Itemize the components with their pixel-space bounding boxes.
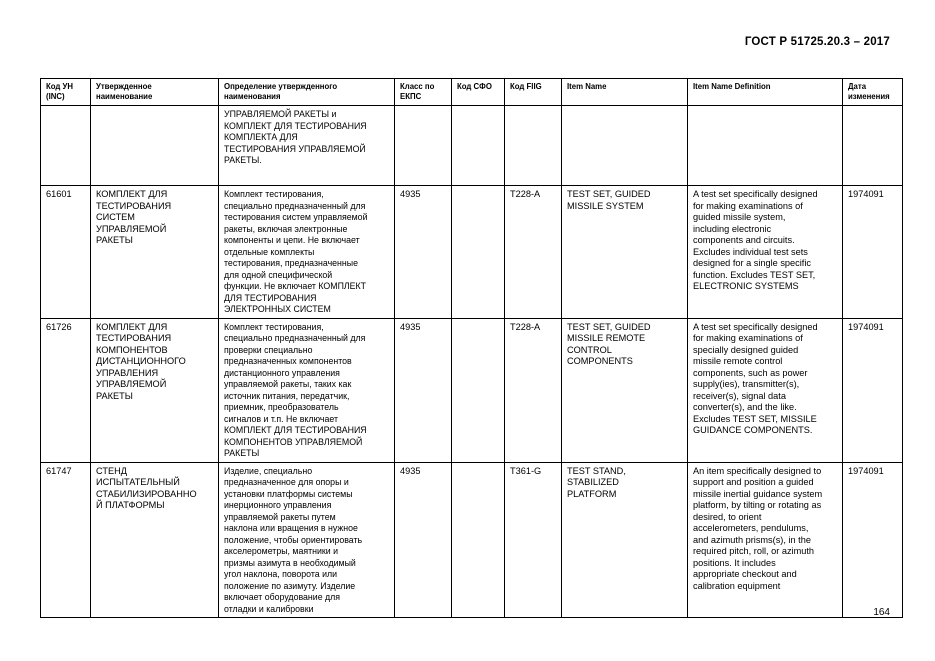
- cell-item-name: TEST STAND, STABILIZED PLATFORM: [562, 462, 688, 618]
- cell-approved-name: КОМПЛЕКТ ДЛЯ ТЕСТИРОВАНИЯ КОМПОНЕНТОВ ДИСТАНЦИОННОГО УПРАВЛЕНИЯ УПРАВЛЯЕМОЙ РАКЕТЫ: [91, 318, 219, 462]
- cell-item-definition: A test set specifically designed for making examinations of guided missile system, including electronic components and circuits. Excludes individual test sets designed for a single specific function. Excludes TEST SET, ELECTRONIC SYSTEMS: [688, 186, 843, 319]
- cell-change-date: 1974091: [843, 186, 903, 319]
- table-row: [41, 186, 903, 319]
- cell-change-date: 1974091: [843, 462, 903, 618]
- col-header-approved-name: Утвержденное наименование: [91, 79, 219, 106]
- cell-inc: 61726: [41, 318, 91, 462]
- cell-fiig-code: T228-A: [505, 186, 562, 319]
- col-header-fiig-code: Код FIIG: [505, 79, 562, 106]
- col-header-item-name: Item Name: [562, 79, 688, 106]
- col-header-inc: Код УН (INC): [41, 79, 91, 106]
- cell-sfo-code: [452, 106, 505, 186]
- page-number: 164: [873, 607, 890, 618]
- cell-item-name: TEST SET, GUIDED MISSILE REMOTE CONTROL COMPONENTS: [562, 318, 688, 462]
- table-row: [41, 318, 903, 462]
- col-header-change-date: Дата изменения: [843, 79, 903, 106]
- cell-approved-name: [91, 106, 219, 186]
- cell-inc: 61747: [41, 462, 91, 618]
- cell-fiig-code: [505, 106, 562, 186]
- cell-definition-ru: Изделие, специально предназначенное для опоры и установки платформы системы инерционного управления управляемой ракеты путем наклона или вращения в нужное положение, чтобы ориентировать акселерометры, маятники и призмы азимута в необходимый угол наклона, поворота или положение по азимуту. Изделие включает оборудование для отладки и калибровки: [219, 462, 395, 618]
- cell-change-date: [843, 106, 903, 186]
- table-row: [41, 462, 903, 618]
- cell-fiig-code: T228-A: [505, 318, 562, 462]
- table-row: [41, 106, 903, 186]
- cell-definition-ru: УПРАВЛЯЕМОЙ РАКЕТЫ и КОМПЛЕКТ ДЛЯ ТЕСТИРОВАНИЯ КОМПЛЕКТА ДЛЯ ТЕСТИРОВАНИЯ УПРАВЛЯЕМОЙ РАКЕТЫ.: [219, 106, 395, 186]
- cell-item-name: [562, 106, 688, 186]
- cell-item-definition: [688, 106, 843, 186]
- cell-inc: 61601: [41, 186, 91, 319]
- cell-sfo-code: [452, 462, 505, 618]
- cell-item-name: TEST SET, GUIDED MISSILE SYSTEM: [562, 186, 688, 319]
- col-header-ekps-class: Класс по ЕКПС: [395, 79, 452, 106]
- cell-inc: [41, 106, 91, 186]
- cell-item-definition: A test set specifically designed for making examinations of specially designed guided missile remote control components, such as power supply(ies), transmitter(s), receiver(s), signal data converter(s), and the like. Excludes TEST SET, MISSILE GUIDANCE COMPONENTS.: [688, 318, 843, 462]
- table-header-row: [41, 79, 903, 106]
- cell-fiig-code: T361-G: [505, 462, 562, 618]
- cell-ekps-class: [395, 106, 452, 186]
- document-code: ГОСТ Р 51725.20.3 – 2017: [744, 36, 890, 48]
- cell-definition-ru: Комплект тестирования, специально предназначенный для проверки специально предназначенных компонентов дистанционного управления управляемой ракеты, таких как источник питания, передатчик, приемник, преобразователь сигналов и т.п. Не включает КОМПЛЕКТ ДЛЯ ТЕСТИРОВАНИЯ КОМПОНЕНТОВ УПРАВЛЯЕМОЙ РАКЕТЫ: [219, 318, 395, 462]
- col-header-sfo-code: Код СФО: [452, 79, 505, 106]
- item-names-table: [40, 78, 903, 618]
- cell-change-date: 1974091: [843, 318, 903, 462]
- col-header-item-name-definition: Item Name Definition: [688, 79, 843, 106]
- cell-approved-name: КОМПЛЕКТ ДЛЯ ТЕСТИРОВАНИЯ СИСТЕМ УПРАВЛЯЕМОЙ РАКЕТЫ: [91, 186, 219, 319]
- cell-ekps-class: 4935: [395, 462, 452, 618]
- cell-item-definition: An item specifically designed to support and position a guided missile inertial guidance system platform, by tilting or rotating as desired, to orient accelerometers, pendulums, and azimuth prisms(s), in the required pitch, roll, or azimuth positions. It includes appropriate checkout and calibration equipment: [688, 462, 843, 618]
- col-header-name-definition-ru: Определение утвержденного наименования: [219, 79, 395, 106]
- cell-sfo-code: [452, 318, 505, 462]
- cell-definition-ru: Комплект тестирования, специально предназначенный для тестирования систем управляемой ракеты, включая электронные компоненты и цепи. Не включает отдельные комплекты тестирования, предназначенные для одной специфической функции. Не включает КОМПЛЕКТ ДЛЯ ТЕСТИРОВАНИЯ ЭЛЕКТРОННЫХ СИСТЕМ: [219, 186, 395, 319]
- cell-ekps-class: 4935: [395, 318, 452, 462]
- cell-approved-name: СТЕНД ИСПЫТАТЕЛЬНЫЙ СТАБИЛИЗИРОВАННО Й ПЛАТФОРМЫ: [91, 462, 219, 618]
- cell-sfo-code: [452, 186, 505, 319]
- cell-ekps-class: 4935: [395, 186, 452, 319]
